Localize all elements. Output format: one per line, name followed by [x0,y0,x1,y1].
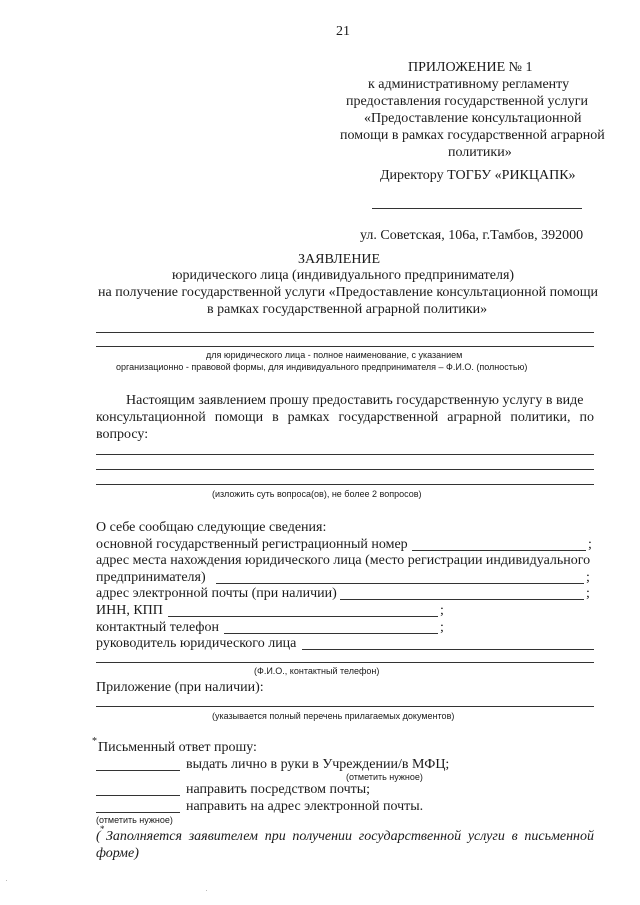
question-hint: (изложить суть вопроса(ов), не более 2 вопросов) [212,489,422,499]
inn-sep: ; [440,603,444,618]
inn-field[interactable] [168,616,438,617]
header-line-1: к административному регламенту [368,77,570,92]
option-3-label: направить на адрес электронной почты. [186,799,424,814]
option-1-mark-field[interactable] [96,770,180,771]
attachment-hint: (указывается полный перечень прилагаемых документов) [212,711,455,721]
footnote-star: * [100,824,105,834]
applicant-name-line-2[interactable] [96,346,594,347]
header-line-3: «Предоставление консультационной [364,111,582,126]
option-mark-hint-2: (отметить нужное) [96,815,173,825]
address-label-2: предпринимателя) [96,570,206,585]
question-line-2[interactable] [96,469,594,470]
footnote-line-1: Заполняется заявителем при получении государственной услуги в письменной [106,829,594,844]
request-line-3: вопросу: [96,427,149,442]
page-number: 21 [336,24,350,39]
director-line: Директору ТОГБУ «РИКЦАПК» [380,168,576,183]
header-line-4: помощи в рамках государственной аграрной [340,128,605,143]
inn-label: ИНН, КПП [96,603,163,618]
appendix-title: ПРИЛОЖЕНИЕ № 1 [408,60,533,75]
ogrn-sep: ; [588,537,592,552]
question-line-3[interactable] [96,484,594,485]
document-title: ЗАЯВЛЕНИЕ [298,252,381,267]
question-line-1[interactable] [96,454,594,455]
email-sep: ; [586,586,590,601]
applicant-name-line-1[interactable] [96,332,594,333]
address-label-1: адрес места нахождения юридического лица (место регистрации индивидуального [96,553,591,568]
applicant-hint-2: организационно - правовой формы, для индивидуального предпринимателя – Ф.И.О. (полностью) [116,362,528,372]
phone-field[interactable] [224,633,438,634]
email-field[interactable] [340,599,584,600]
head-field-line-2[interactable] [96,662,594,663]
option-3-mark-field[interactable] [96,812,180,813]
footnote-open: ( [96,829,101,844]
footnote-line-2: форме) [96,846,139,861]
option-2-label: направить посредством почты; [186,782,371,797]
head-label: руководитель юридического лица [96,636,297,651]
address-field[interactable] [216,583,584,584]
title-sub-2: на получение государственной услуги «Предоставление консультационной помощи [98,285,598,300]
ogrn-label: основной государственный регистрационный номер [96,537,408,552]
email-label: адрес электронной почты (при наличии) [96,586,337,601]
header-line-2: предоставления государственной услуги [346,94,588,109]
option-mark-hint: (отметить нужное) [346,772,423,782]
applicant-hint-1: для юридического лица - полное наименование, с указанием [206,350,463,360]
attachment-label: Приложение (при наличии): [96,680,264,695]
info-intro: О себе сообщаю следующие сведения: [96,520,327,535]
address-line: ул. Советская, 106а, г.Тамбов, 392000 [360,228,584,243]
phone-label: контактный телефон [96,620,219,635]
head-field[interactable] [302,649,594,650]
scan-speck [6,880,7,881]
answer-star: * [92,736,97,747]
attachment-field[interactable] [96,706,594,707]
ogrn-field[interactable] [412,550,586,551]
title-sub-3: в рамках государственной аграрной политики» [207,302,488,317]
director-name-field[interactable] [372,208,582,209]
scan-speck [206,890,207,891]
header-line-5: политики» [448,145,512,160]
phone-sep: ; [440,620,444,635]
answer-label: Письменный ответ прошу: [98,740,257,755]
address-sep: ; [586,570,590,585]
head-hint: (Ф.И.О., контактный телефон) [254,666,380,676]
title-sub-1: юридического лица (индивидуального предпринимателя) [172,268,515,283]
request-line-2: консультационной помощи в рамках государственной аграрной политики, по [96,410,594,425]
request-line-1: Настоящим заявлением прошу предоставить государственную услугу в виде [126,393,584,408]
option-1-label: выдать лично в руки в Учреждении/в МФЦ; [186,757,450,772]
option-2-mark-field[interactable] [96,795,180,796]
